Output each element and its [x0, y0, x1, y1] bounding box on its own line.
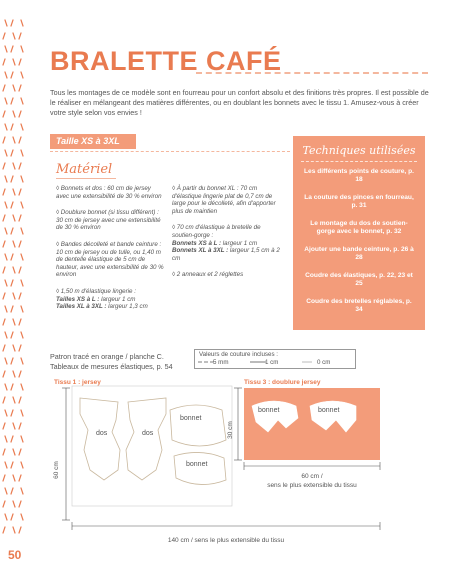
- seam-allowance-1cm: 1 cm: [265, 359, 279, 366]
- dim-140-label: 140 cm / sens le plus extensible du tissu: [167, 537, 285, 544]
- techniques-heading: Techniques utilisées: [302, 144, 416, 157]
- size-line-value: largeur 1,3 cm: [106, 303, 148, 311]
- seam-allowance-0cm: 0 cm: [317, 359, 331, 366]
- seam-allowance-label: Valeurs de couture incluses :: [199, 351, 278, 358]
- dim-30-label: 30 cm: [227, 421, 234, 439]
- dos-label-left: dos: [96, 430, 108, 437]
- dim-60-fabric3-label-1: 60 cm /: [301, 473, 323, 480]
- materiel-item: ◊ 2 anneaux et 2 réglettes: [172, 271, 244, 279]
- materiel-item: ◊ Bandes décolleté et bande ceinture : 10 cm de jersey ou de tulle, ou 1,40 m de dentelle élastique de 5 cm de hauteur, avec une extensibilité de 30 % environ: [56, 240, 164, 279]
- bonnet-label-1: bonnet: [180, 415, 202, 422]
- technique-reference: Coudre des bretelles réglables, p. 34: [306, 298, 412, 313]
- materiel-item: ◊ 1,50 m d'élastique lingerie :: [56, 287, 136, 295]
- size-line-label: Tailles XS à L :: [56, 295, 100, 303]
- fabric-1-label: Tissu 1 : jersey: [54, 379, 101, 386]
- materiel-item: ◊ 70 cm d'élastique à bretelle de soutien-gorge :: [172, 224, 261, 239]
- bonnet-lining-label-right: bonnet: [318, 407, 340, 414]
- intro-text: Tous les montages de ce modèle sont en fourreau pour un confort absolu et des finitions très propres. Il est possible de le réaliser en mélangeant des matières différentes, ou en doublant les bonnets avec le tissu 1. Amusez-vous à créer votre style selon vos envies !: [50, 88, 429, 117]
- page-title: BRALETTE CAFÉ: [50, 46, 282, 76]
- size-line-value: largeur 1 cm: [221, 239, 258, 247]
- technique-reference: Le montage du dos de soutien-gorge avec le bonnet, p. 32: [310, 220, 408, 235]
- size-line-label: Bonnets XS à L :: [172, 239, 222, 247]
- size-line-label: Tailles XL à 3XL :: [56, 303, 107, 311]
- fabric-3-label: Tissu 3 : doublure jersey: [244, 379, 321, 386]
- size-banner: Taille XS à 3XL: [50, 134, 136, 149]
- technique-reference: La couture des pinces en fourreau, p. 31: [304, 194, 414, 209]
- pattern-note-line: Patron tracé en orange / planche C.: [50, 352, 164, 361]
- pattern-note-line: Tableaux de mesures élastiques, p. 54: [50, 362, 173, 371]
- dos-label-right: dos: [142, 430, 154, 437]
- materiel-item: ◊ Doublure bonnet (si tissu différent) : 30 cm de jersey avec une extensibilité de 30 % environ: [56, 209, 161, 232]
- materiel-heading: Matériel: [56, 162, 113, 177]
- size-line-value: largeur 1 cm: [99, 295, 136, 303]
- technique-reference: Coudre des élastiques, p. 22, 23 et 25: [305, 272, 413, 287]
- technique-reference: Ajouter une bande ceinture, p. 26 à 28: [304, 246, 414, 261]
- bonnet-label-2: bonnet: [186, 461, 208, 468]
- fabric-1-area: [72, 386, 232, 506]
- dim-60-fabric3-label-2: sens le plus extensible du tissu: [267, 482, 357, 489]
- technique-reference: Les différents points de couture, p. 18: [304, 168, 414, 183]
- dim-60-label: 60 cm: [53, 461, 60, 479]
- seam-allowance-5mm: 5 mm: [213, 359, 229, 366]
- size-line-value: largeur 1,5 cm à 2 cm: [172, 247, 280, 262]
- bonnet-lining-label-left: bonnet: [258, 407, 280, 414]
- materiel-item: ◊ Bonnets et dos : 60 cm de jersey avec une extensibilité de 30 % environ: [56, 185, 162, 200]
- materiel-item: ◊ À partir du bonnet XL : 70 cm d'élastique lingerie plat de 0,7 cm de large pour le décolleté, afin d'apporter plus de maintien: [172, 185, 276, 215]
- page-number: 50: [8, 548, 22, 562]
- size-line-label: Bonnets XL à 3XL :: [172, 247, 229, 255]
